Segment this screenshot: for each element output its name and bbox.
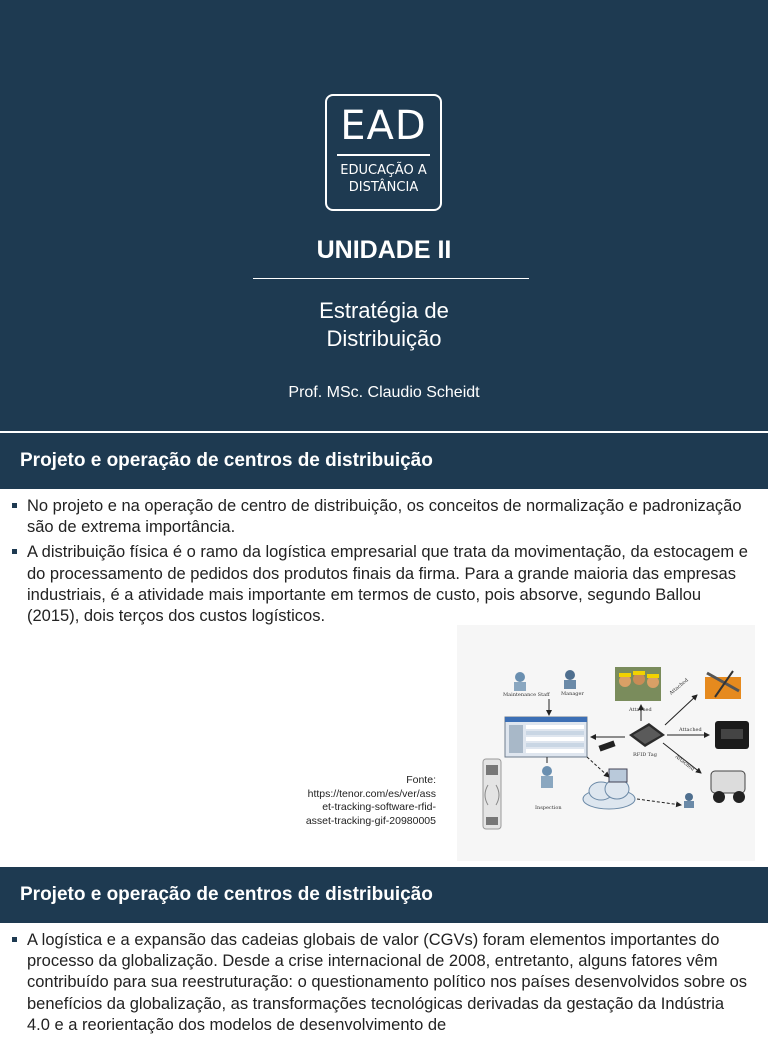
user-icon: [684, 793, 694, 808]
bullet-item: A logística e a expansão das cadeias globais de valor (CGVs) foram elementos importantes do processo da globalização. Desde a crise internacional de 2008, entretanto, alguns fatores vêm contribuído para sua reestruturação: o questionamento político nos países desenvolvidos sobre os benefícios da globalização, as transformações tecnológicas derivadas da gestação da Indústria 4.0 e a reorientação dos modelos de desenvolvimento de: [10, 930, 750, 1036]
attached-label-1: Attached: [629, 707, 652, 713]
monitor-icon: [609, 769, 627, 782]
rfid-diagram-svg: [457, 625, 755, 861]
bullet-item: A distribuição física é o ramo da logística empresarial que trata da movimentação, da estocagem e do processamento de pedidos dos produtos finais da firma. Para a grande maioria das empresas industriais, é a atividade mais importante em termos de custo, pois absorve, segundo Ballou (2015), dois terços dos custos logísticos.: [10, 542, 750, 627]
rfid-label: RFID Tag: [633, 752, 657, 758]
attached-label-4: Attached: [673, 753, 696, 773]
handheld-device-icon: [483, 759, 501, 829]
manager-label: Manager: [561, 691, 584, 697]
source-url-line[interactable]: asset-tracking-gif-20980005: [305, 814, 436, 827]
rfid-tracking-diagram: [457, 625, 755, 861]
source-label: Fonte:: [406, 774, 436, 786]
title-divider: [253, 278, 529, 279]
attached-label-3: Attached: [679, 727, 702, 733]
workers-photo: [615, 667, 661, 701]
maintenance-staff-icon: [514, 672, 526, 691]
image-source: [270, 774, 436, 828]
tools-icon: [705, 671, 741, 699]
subtitle-line-1: Estratégia de: [319, 298, 449, 323]
manager-icon: [564, 670, 576, 689]
subtitle: [0, 297, 768, 353]
scanner-icon: [598, 740, 615, 751]
logo-divider: [337, 154, 430, 156]
cover-slide: [0, 0, 768, 431]
logo-line-1: EDUCAÇÃO A: [340, 163, 427, 178]
unit-title: UNIDADE II: [316, 236, 452, 264]
rfid-tag-icon: [629, 723, 665, 747]
bullet-item: No projeto e na operação de centro de distribuição, os conceitos de normalização e padronização são de extrema importância.: [10, 496, 750, 538]
tracking-software-screen: [505, 717, 587, 757]
ead-logo: [325, 94, 442, 211]
equipment-case-icon: [715, 721, 749, 749]
inspection-icon: [541, 766, 553, 788]
inspection-label: Inspection: [535, 805, 562, 811]
maintenance-label: Maintenance Staff: [503, 692, 550, 698]
attached-label-2: Attached: [668, 677, 690, 697]
logo-main-text: EAD: [340, 103, 427, 149]
source-url-line[interactable]: et-tracking-software-rfid-: [322, 801, 436, 813]
slide-1-title: Projeto e operação de centros de distribuição: [0, 433, 768, 489]
slide-1-bullets: [10, 496, 750, 631]
author: Prof. MSc. Claudio Scheidt: [288, 384, 480, 401]
subtitle-line-2: Distribuição: [326, 326, 442, 351]
slide-2-title: Projeto e operação de centros de distribuição: [0, 867, 768, 923]
cloud-icon: [583, 779, 635, 809]
source-url-line[interactable]: https://tenor.com/es/ver/ass: [307, 787, 436, 800]
logo-line-2: DISTÂNCIA: [348, 180, 419, 195]
machine-icon: [711, 771, 745, 803]
